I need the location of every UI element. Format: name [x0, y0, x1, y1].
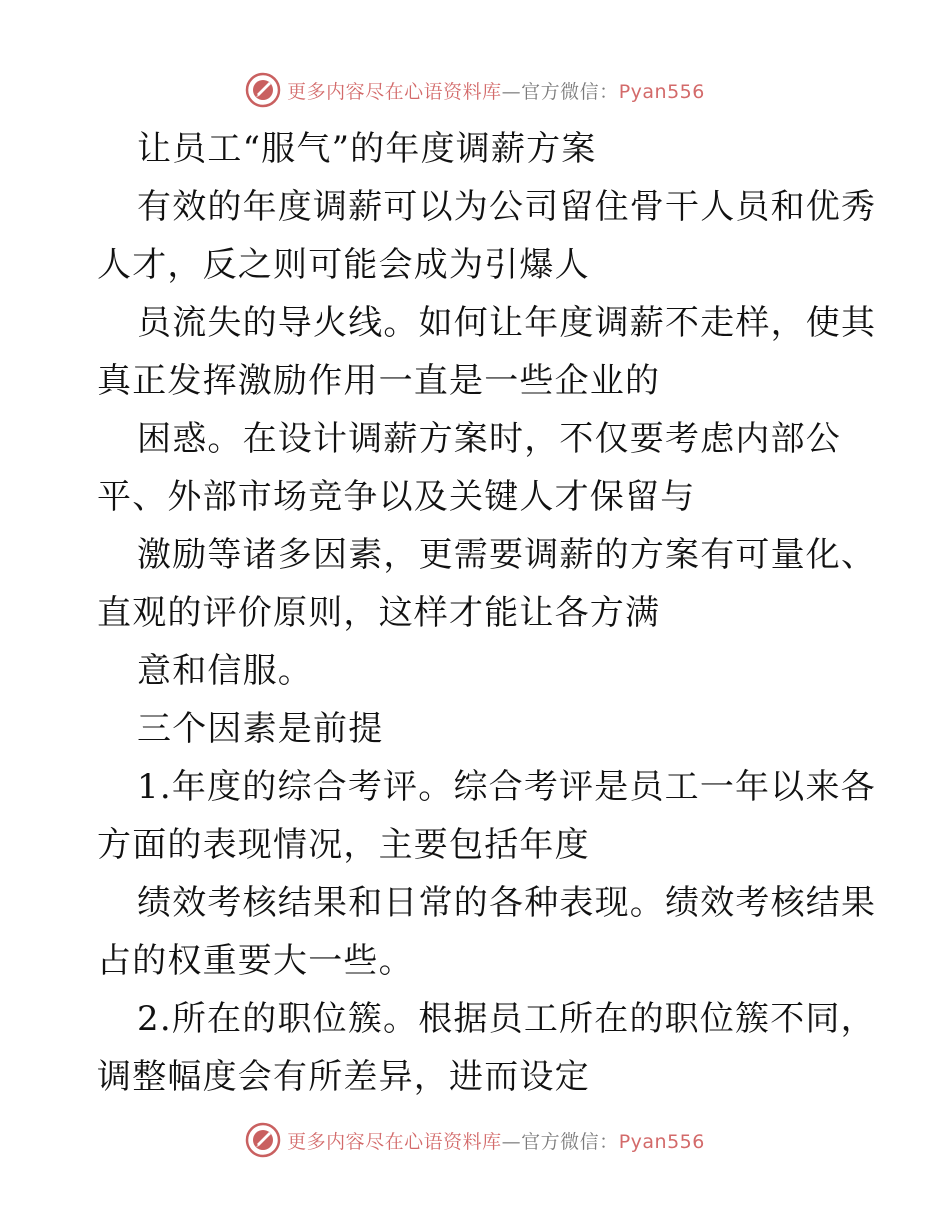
document-title: 让员工“服气”的年度调薪方案: [137, 129, 597, 169]
banner-wechat-label: 官方微信：: [521, 1130, 619, 1153]
paragraph-line: 员流失的导火线。如何让年度调薪不走样，使其: [137, 303, 877, 343]
paragraph-line: 激励等诸多因素，更需要调薪的方案有可量化、: [137, 535, 877, 575]
brand-logo-icon: [245, 72, 281, 108]
banner-title: 更多内容尽在心语资料库: [287, 80, 502, 103]
header-banner: [0, 70, 950, 110]
list-item-line: 调整幅度会有所差异，进而设定: [97, 1057, 590, 1097]
list-item-line: 方面的表现情况，主要包括年度: [97, 825, 590, 865]
paragraph-line: 直观的评价原则，这样才能让各方满: [97, 593, 661, 633]
paragraph-line: 真正发挥激励作用一直是一些企业的: [97, 361, 661, 401]
banner-wechat-id: Pyan556: [618, 1130, 705, 1153]
list-item-line: 1.年度的综合考评。综合考评是员工一年以来各: [137, 767, 876, 807]
banner-wechat-label: 官方微信：: [521, 80, 619, 103]
paragraph-line: 人才，反之则可能会成为引爆人: [97, 245, 590, 285]
paragraph-line: 平、外部市场竞争以及关键人才保留与: [97, 477, 696, 517]
document-body: [97, 120, 877, 1106]
paragraph-line: 意和信服。: [137, 651, 313, 691]
footer-banner: [0, 1120, 950, 1160]
banner-dash: —: [501, 1130, 522, 1153]
paragraph-line: 占的权重要大一些。: [97, 941, 414, 981]
paragraph-line: 困惑。在设计调薪方案时，不仅要考虑内部公: [137, 419, 841, 459]
banner-title: 更多内容尽在心语资料库: [287, 1130, 502, 1153]
paragraph-line: 绩效考核结果和日常的各种表现。绩效考核结果: [137, 883, 877, 923]
banner-wechat-id: Pyan556: [618, 80, 705, 103]
list-item-line: 2.所在的职位簇。根据员工所在的职位簇不同，: [137, 999, 876, 1039]
banner-dash: —: [501, 80, 522, 103]
paragraph-line: 有效的年度调薪可以为公司留住骨干人员和优秀: [137, 187, 877, 227]
section-heading: 三个因素是前提: [137, 709, 384, 749]
brand-logo-icon: [245, 1122, 281, 1158]
